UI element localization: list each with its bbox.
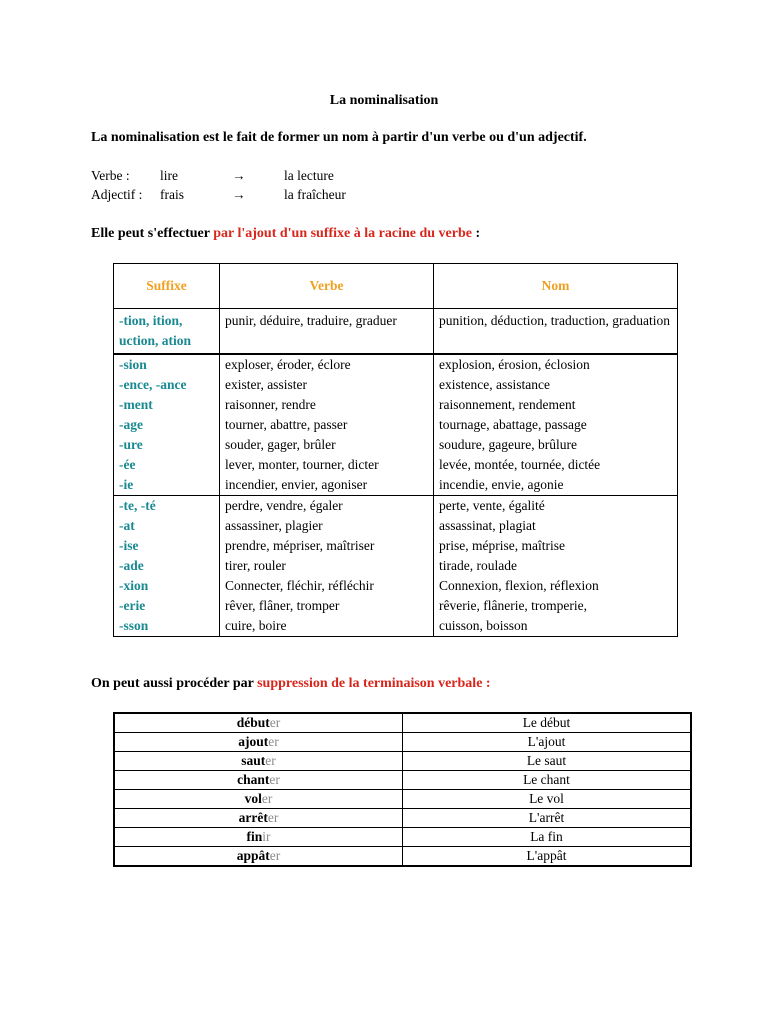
noun-cell: Le saut — [403, 752, 692, 771]
suffix-cell: -te, -té — [114, 496, 220, 517]
suffix-cell: -ée — [114, 455, 220, 475]
table-row — [114, 475, 678, 496]
verb-cell — [114, 809, 403, 828]
suppression-table — [113, 712, 692, 867]
table-row — [114, 790, 691, 809]
verb-cell: souder, gager, brûler — [220, 435, 434, 455]
arrow-icon: → — [232, 168, 246, 183]
suffix-cell: -ence, -ance — [114, 375, 220, 395]
verb-ending: er — [269, 848, 281, 863]
verb-ending: er — [261, 791, 273, 806]
verb-cell — [114, 713, 403, 733]
noun-cell: soudure, gageure, brûlure — [434, 435, 678, 455]
verb-stem: ajout — [238, 734, 269, 749]
suffix-cell: -at — [114, 516, 220, 536]
table-row — [114, 496, 678, 517]
heading-highlight: suppression de la terminaison verbale : — [257, 676, 491, 691]
noun-cell: existence, assistance — [434, 375, 678, 395]
heading-text: Elle peut s'effectuer — [91, 226, 214, 241]
table-row — [114, 616, 678, 637]
verb-cell: incendier, envier, agoniser — [220, 475, 434, 496]
table-row — [114, 771, 691, 790]
verb-cell: rêver, flâner, tromper — [220, 596, 434, 616]
noun-cell: L'ajout — [403, 733, 692, 752]
verb-cell — [114, 733, 403, 752]
noun-cell: L'appât — [403, 847, 692, 867]
heading-text: : — [471, 226, 481, 241]
noun-cell: raisonnement, rendement — [434, 395, 678, 415]
suffix-cell: -ise — [114, 536, 220, 556]
noun-cell: Le début — [403, 713, 692, 733]
verb-cell: Connecter, fléchir, réfléchir — [220, 576, 434, 596]
verb-stem: début — [236, 715, 270, 730]
verb-stem: appât — [236, 848, 270, 863]
table-row — [114, 752, 691, 771]
table-row — [114, 596, 678, 616]
table-row — [114, 847, 691, 867]
verb-cell: assassiner, plagier — [220, 516, 434, 536]
section-suffix-heading — [91, 226, 480, 242]
noun-cell: tournage, abattage, passage — [434, 415, 678, 435]
noun-cell: cuisson, boisson — [434, 616, 678, 637]
section-suppression-heading — [91, 676, 491, 692]
verb-cell — [114, 828, 403, 847]
verb-stem: vol — [244, 791, 262, 806]
verb-cell: prendre, mépriser, maîtriser — [220, 536, 434, 556]
table-row — [114, 455, 678, 475]
noun-cell: rêverie, flânerie, tromperie, — [434, 596, 678, 616]
suppression-table-body — [114, 713, 691, 866]
header-verb: Verbe — [220, 264, 434, 309]
table-row — [114, 309, 678, 355]
verb-stem: arrêt — [238, 810, 268, 825]
table-row — [114, 713, 691, 733]
noun-cell: perte, vente, égalité — [434, 496, 678, 517]
table-row — [114, 576, 678, 596]
table-header-row — [114, 264, 678, 309]
verb-cell — [114, 752, 403, 771]
table-row — [114, 733, 691, 752]
suffix-cell: -ade — [114, 556, 220, 576]
intro-definition: La nominalisation est le fait de former un nom à partir d'un verbe ou d'un adjectif. — [91, 130, 587, 145]
noun-cell: punition, déduction, traduction, graduation — [434, 309, 678, 355]
verb-cell: exister, assister — [220, 375, 434, 395]
noun-cell: tirade, roulade — [434, 556, 678, 576]
suffix-cell: -ment — [114, 395, 220, 415]
suffix-cell: -age — [114, 415, 220, 435]
verb-ending: er — [269, 772, 280, 787]
verb-ending: er — [269, 715, 281, 730]
page-title: La nominalisation — [329, 93, 439, 108]
verb-ending: er — [268, 734, 279, 749]
table-row — [114, 435, 678, 455]
verb-cell — [114, 790, 403, 809]
suffix-cell: -ure — [114, 435, 220, 455]
suffix-cell: -sion — [114, 354, 220, 375]
header-suffix: Suffixe — [114, 264, 220, 309]
verb-cell: raisonner, rendre — [220, 395, 434, 415]
verb-cell: tourner, abattre, passer — [220, 415, 434, 435]
verb-cell: perdre, vendre, égaler — [220, 496, 434, 517]
suffix-cell: -tion, ition, uction, ation — [114, 309, 220, 355]
verb-cell — [114, 771, 403, 790]
suffix-cell: -sson — [114, 616, 220, 637]
example-result: la fraîcheur — [284, 187, 346, 202]
noun-cell: assassinat, plagiat — [434, 516, 678, 536]
noun-cell: levée, montée, tournée, dictée — [434, 455, 678, 475]
table-row — [114, 536, 678, 556]
verb-cell: tirer, rouler — [220, 556, 434, 576]
table-row — [114, 415, 678, 435]
noun-cell: La fin — [403, 828, 692, 847]
table-row — [114, 556, 678, 576]
suffix-table-body — [114, 309, 678, 637]
heading-text: On peut aussi procéder par — [91, 676, 258, 691]
suffix-cell: -erie — [114, 596, 220, 616]
noun-cell: explosion, érosion, éclosion — [434, 354, 678, 375]
verb-cell — [114, 847, 403, 867]
table-row — [114, 809, 691, 828]
table-row — [114, 395, 678, 415]
noun-cell: incendie, envie, agonie — [434, 475, 678, 496]
table-row — [114, 828, 691, 847]
header-noun: Nom — [434, 264, 678, 309]
table-row — [114, 516, 678, 536]
verb-stem: chant — [237, 772, 270, 787]
suffix-cell: -ie — [114, 475, 220, 496]
noun-cell: prise, méprise, maîtrise — [434, 536, 678, 556]
verb-ending: ir — [262, 829, 271, 844]
verb-ending: er — [267, 810, 279, 825]
verb-ending: er — [265, 753, 276, 768]
noun-cell: Connexion, flexion, réflexion — [434, 576, 678, 596]
verb-cell: cuire, boire — [220, 616, 434, 637]
verb-cell: lever, monter, tourner, dicter — [220, 455, 434, 475]
example-label: Verbe : — [91, 168, 130, 183]
example-label: Adjectif : — [91, 187, 143, 202]
arrow-icon: → — [232, 187, 246, 202]
verb-stem: saut — [241, 753, 266, 768]
suffix-cell: -xion — [114, 576, 220, 596]
example-source: lire — [160, 168, 178, 183]
table-row — [114, 354, 678, 375]
example-source: frais — [160, 187, 184, 202]
example-result: la lecture — [284, 168, 334, 183]
noun-cell: Le vol — [403, 790, 692, 809]
verb-stem: fin — [246, 829, 263, 844]
verb-cell: exploser, éroder, éclore — [220, 354, 434, 375]
suffix-table — [113, 263, 678, 637]
noun-cell: Le chant — [403, 771, 692, 790]
heading-highlight: par l'ajout d'un suffixe à la racine du verbe — [213, 226, 472, 241]
verb-cell: punir, déduire, traduire, graduer — [220, 309, 434, 355]
noun-cell: L'arrêt — [403, 809, 692, 828]
table-row — [114, 375, 678, 395]
